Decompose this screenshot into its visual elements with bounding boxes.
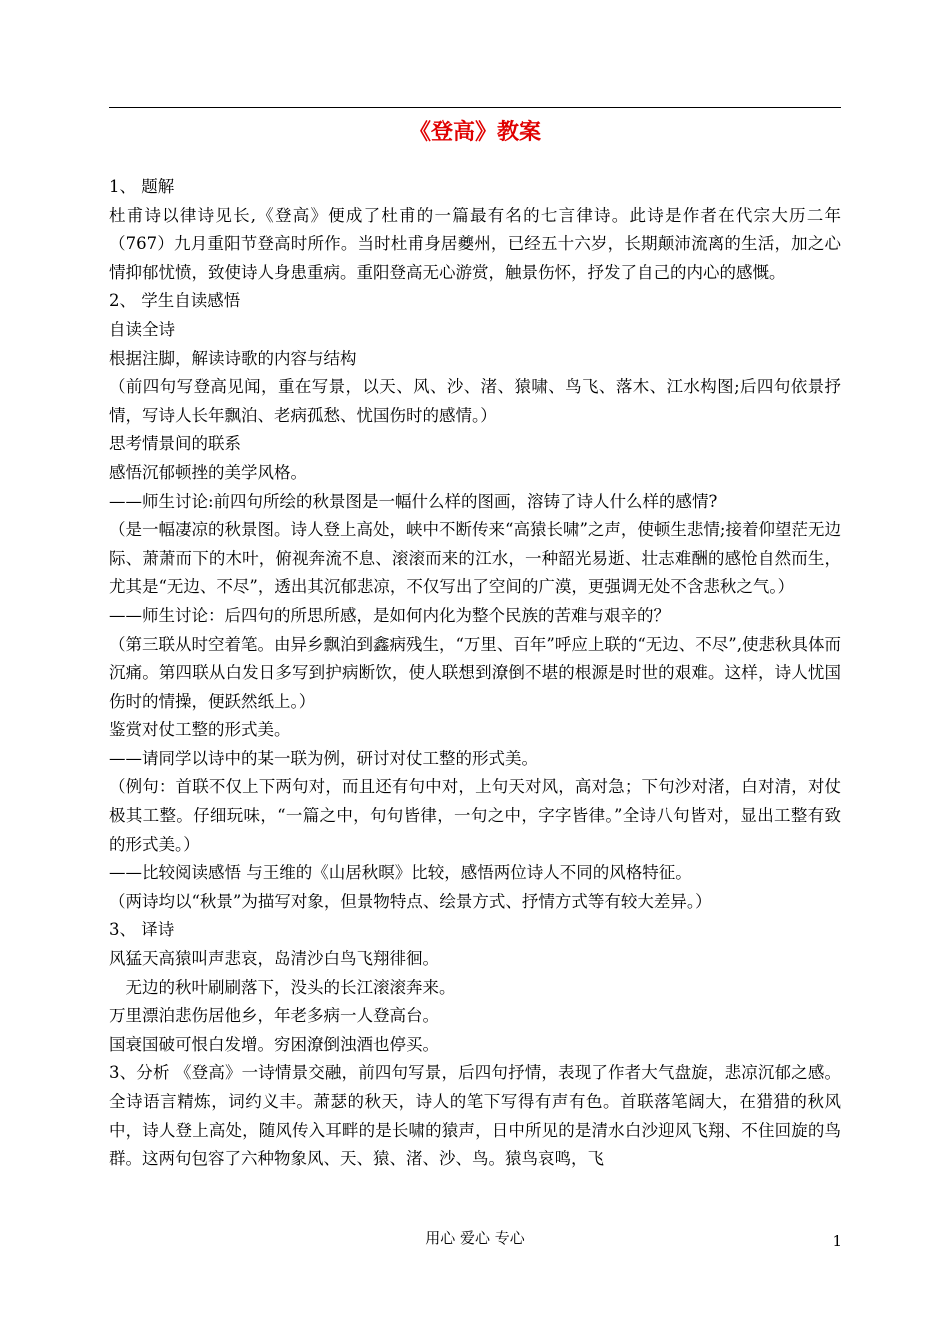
section-heading-3: 3、 译诗 — [109, 920, 175, 940]
translation-line: 国衰国破可恨白发增。穷困潦倒浊酒也停买。 — [109, 1034, 439, 1054]
paragraph: （是一幅凄凉的秋景图。诗人登上高处，峡中不断传来“高猿长啸”之声，使顿生悲情;接着仰望茫无边际、萧萧而下的木叶，俯视奔流不息、滚滚而来的江水，一种韶光易逝、壮志难酬的感怆自然而生，尤其是“无边、不尽”，透出其沉郁悲凉，不仅写出了空间的广漠，更强调无处不含悲秋之气。） — [109, 520, 841, 597]
paragraph: （例句：首联不仅上下两句对，而且还有句中对，上句天对风，高对急；下句沙对渚，白对清，对仗极其工整。仔细玩味，“一篇之中，句句皆律，一句之中，字字皆律。”全诗八句皆对，显出工整有致的形式美。） — [109, 777, 841, 854]
page-footer: 用心 爱心 专心 — [425, 1229, 525, 1247]
paragraph: （第三联从时空着笔。由异乡飘泊到鑫病残生，“万里、百年”呼应上联的“无边、不尽”,使悲秋具体而沉痛。第四联从白发日多写到护病断饮，使人联想到潦倒不堪的根源是时世的艰难。这样，诗人忧国伤时的情操，便跃然纸上。） — [109, 634, 841, 711]
translation-line: 无边的秋叶刷刷落下，没头的长江滚滚奔来。 — [125, 977, 456, 997]
paragraph: 感悟沉郁顿挫的美学风格。 — [109, 462, 307, 482]
paragraph: 杜甫诗以律诗见长,《登高》便成了杜甫的一篇最有名的七言律诗。此诗是作者在代宗大历二年（767）九月重阳节登高时所作。当时杜甫身居夔州，已经五十六岁，长期颠沛流离的生活，加之心情抑郁忧愤，致使诗人身患重病。重阳登高无心游赏，触景伤怀，抒发了自己的内心的感慨。 — [109, 205, 841, 282]
translation-line: 万里漂泊悲伤居他乡，年老多病一人登高台。 — [109, 1006, 439, 1026]
document-title: 《登高》教案 — [408, 119, 541, 145]
section-heading-1: 1、 题解 — [109, 177, 175, 196]
analysis-paragraph: 3、分析 《登高》一诗情景交融，前四句写景，后四句抒情，表现了作者大气盘旋，悲凉沉郁之感。 全诗语言精炼，词约义丰。萧瑟的秋天，诗人的笔下写得有声有色。首联落笔阔大，在猎猎的秋风中，诗人登上高处，随风传入耳畔的是长啸的猿声，日中所见的是清水白沙迎风飞翔、不住回旋的鸟群。这两句包容了六种物象风、天、猿、渚、沙、鸟。猿鸟哀鸣，飞 — [109, 1063, 841, 1169]
discussion-question: ——师生讨论:前四句所绘的秋景图是一幅什么样的图画，溶铸了诗人什么样的感情? — [109, 491, 718, 511]
paragraph: （两诗均以“秋景”为描写对象，但景物特点、绘景方式、抒情方式等有较大差异。） — [109, 891, 712, 911]
paragraph: 鉴赏对仗工整的形式美。 — [109, 720, 291, 740]
section-heading-2: 2、 学生自读感悟 — [109, 291, 241, 311]
discussion-question: ——比较阅读感悟 与王维的《山居秋暝》比较，感悟两位诗人不同的风格特征。 — [109, 863, 692, 883]
paragraph: 根据注脚，解读诗歌的内容与结构 — [109, 348, 357, 368]
header-rule — [109, 107, 841, 108]
paragraph: 自读全诗 — [109, 319, 175, 339]
paragraph: （前四句写登高见闻，重在写景，以天、风、沙、渚、猿啸、鸟飞、落木、江水构图;后四句依景抒情，写诗人长年飘泊、老病孤愁、忧国伤时的感情。） — [109, 377, 841, 425]
translation-line: 风猛天高猿叫声悲哀，岛清沙白鸟飞翔徘徊。 — [109, 949, 439, 969]
discussion-question: ——师生讨论：后四句的所思所感，是如何内化为整个民族的苦难与艰辛的？ — [109, 605, 670, 625]
page-number: 1 — [832, 1232, 842, 1250]
discussion-question: ——请同学以诗中的某一联为例，研讨对仗工整的形式美。 — [109, 748, 538, 768]
paragraph: 思考情景间的联系 — [109, 434, 241, 454]
document-body — [109, 173, 841, 1174]
